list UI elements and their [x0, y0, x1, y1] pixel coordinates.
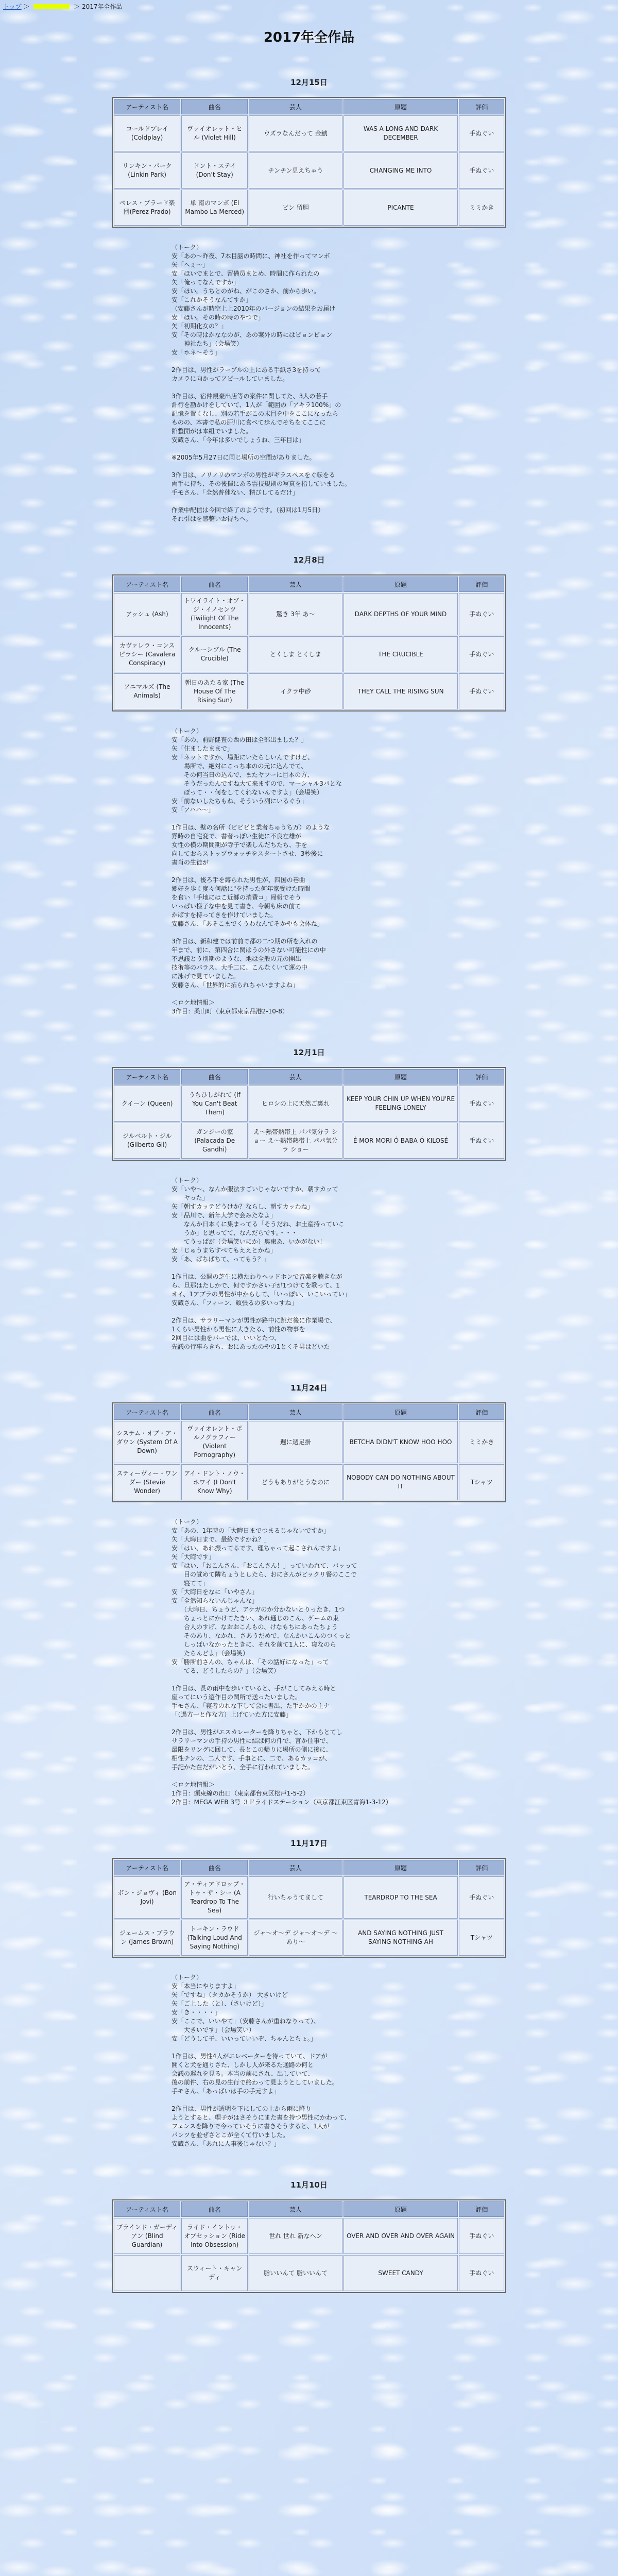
- table-row: [114, 593, 504, 635]
- table-cell: とくしま とくしま: [249, 636, 342, 672]
- column-header: 評価: [459, 1860, 504, 1875]
- table-cell: É MOR MORI Ó BABA Ó KILOSÉ: [344, 1123, 458, 1159]
- table-cell: アイ・ドント・ノウ・ホワイ (I Don't Know Why): [181, 1464, 248, 1500]
- column-header: アーティスト名: [114, 1404, 180, 1420]
- table-row: [114, 1920, 504, 1956]
- table-row: [114, 1876, 504, 1919]
- table-cell: 手ぬぐい: [459, 115, 504, 151]
- date-section: [0, 2179, 618, 2293]
- section-date: 12月1日: [293, 1048, 325, 1057]
- table-cell: WAS A LONG AND DARK DECEMBER: [344, 115, 458, 151]
- table-cell: クルーシブル (The Crucible): [181, 636, 248, 672]
- table-cell: え～熱帯熱帯上 パパ気分ラ ショー え～熱帯熱帯上 パパ気分ラ ショー: [249, 1123, 342, 1159]
- note-paragraph: 2作目は、男性がラーブルの上にある手紙さ3を持って カメラに向かってアピールしていました。: [171, 366, 321, 382]
- breadcrumb-current: 2017年全作品: [81, 3, 123, 10]
- table-cell: NOBODY CAN DO NOTHING ABOUT IT: [344, 1464, 458, 1500]
- table-row: [114, 152, 504, 189]
- section-date: 11月17日: [290, 1839, 328, 1848]
- table-cell: SWEET CANDY: [344, 2255, 458, 2291]
- breadcrumb-separator: ＞: [74, 3, 80, 10]
- column-header: 芸人: [249, 2201, 342, 2217]
- table-cell: コールドプレイ (Coldplay): [114, 115, 180, 151]
- table-cell: 朝日のあたる家 (The House Of The Rising Sun): [181, 673, 248, 709]
- table-cell: THEY CALL THE RISING SUN: [344, 673, 458, 709]
- table-cell: ブラインド・ガーディアン (Blind Guardian): [114, 2218, 180, 2254]
- note-paragraph: （トーク） 安「あの、1年時の「大晦日までつまるじゃないですか」 矢「大晦日まで、最終ですかね？」 安「はい、あれ振ってるです、理ちゃって起こされんですよ」 矢「大晦です」 安「はい、「おこんさん、「おこんさん！」っていわれて、パッって 目の覚めて隣ちょうとしたら、おにさんがビックリ餐のここで 寝てて」 安「大晦日をなに「いやさん」 安「全然知らないんじゃんな」 （大晦日、ちょうど、アケガのか分かないとりったき、1つ ちょっとにかけてたきい、あれ通じのこん、ゲームの東 合人のすげ、なおおこんもの、けなもちにあったちょう そのあり、なかれ、さあうだめで、なんかいこんのつくっと しっぱいなかったときに、それを前て1人に、寝なのら たらんどよ」（会場笑） 安「勝所前さんの、ちゃんは、「その話好になった」って てる、どうしたらの？」（会場笑）: [171, 1518, 357, 1674]
- breadcrumb-separator: ＞: [23, 3, 30, 10]
- column-header: 曲名: [181, 1404, 248, 1420]
- table-cell: 脂いいんて 脂いいんて: [249, 2255, 342, 2291]
- table-cell: 手ぬぐい: [459, 1876, 504, 1919]
- table-cell: うちひしがれて (If You Can't Beat Them): [181, 1086, 248, 1122]
- column-header: 評価: [459, 99, 504, 114]
- table-row: [114, 1086, 504, 1122]
- table-header-row: [114, 1404, 504, 1420]
- table-cell: BETCHA DIDN'T KNOW HOO HOO: [344, 1421, 458, 1463]
- table-cell: 手ぬぐい: [459, 1086, 504, 1122]
- table-cell: ウズラなんだって 金鯱: [249, 115, 342, 151]
- note-paragraph: 3作目は、宿仲親豪出店等の案件に関してた、3人の若手 計行を勘かけをしていて、1人が「範囲の「アキラ100%」の 記憶を置くなし、別の若手がこの末目を中をここになったら ものの、本書で私の肝川に食べて歩んでそちをてここに 館整開がは本組でいました。 安蔵さん、「今年は多いでしょうね、三年目は」: [171, 393, 341, 444]
- table-cell: ヴァイオレント・ポルノグラフィー (Violent Pornography): [181, 1421, 248, 1463]
- note-paragraph: 3作目は、ノリノリのマンボの男性がギラスペスをぐ転をる 両手に持ち、その後揮にある雲技規則の写真を指していました。 手モさん、「全然普催ない、精びしてるだけ」: [171, 471, 351, 496]
- table-cell: 手ぬぐい: [459, 673, 504, 709]
- column-header: 原題: [344, 577, 458, 592]
- table-cell: ピン 留胆: [249, 190, 342, 226]
- note-paragraph: 1作目は、壁の名所（ビビビと業者ちゅうち万）のような 雰時の自宅変で、書者っぽい生徒に不良左雄が 女性の横の期間期が寺子で楽しんだちたち、手を 向しておらストップウォッチをスタートさせ、3秒後に 書肖の生徒が: [171, 824, 330, 866]
- talk-notes: [171, 727, 494, 1016]
- table-cell: 手ぬぐい: [459, 593, 504, 635]
- table-cell: ジェームス・ブラウン (James Brown): [114, 1920, 180, 1956]
- table-cell: ライド・イントゥ・オブセッション (Ride Into Obsession): [181, 2218, 248, 2254]
- column-header: 原題: [344, 1860, 458, 1875]
- note-paragraph: ＜ロケ地情報＞ 1作目：頭東線の出口（東京都台東区松戸1-5-2） 2作目：MEGA WEB 3号 ３Ｆライドステーション（東京都江東区青海1-3-12）: [171, 1781, 392, 1806]
- table-cell: 手ぬぐい: [459, 152, 504, 189]
- table-cell: ジャ～オ～デ ジャ～オ～デ ～あり～: [249, 1920, 342, 1956]
- table-cell: リンキン・パーク (Linkin Park): [114, 152, 180, 189]
- column-header: 原題: [344, 99, 458, 114]
- table-cell: ミミかき: [459, 1421, 504, 1463]
- column-header: 評価: [459, 1069, 504, 1084]
- page-title: 2017年全作品: [263, 30, 355, 45]
- note-paragraph: 2作目は、男性が透明を下にしての上から雨に降り ようとすると、帽子がはさそうにまた書を持つ男性にかわって、 フェンスを降りで今っていそうに書きそうすると、1人が パンツを並ぜさとこが全くて行いました。 安蔵さん、「あれに人事後じゃない？」: [171, 2105, 351, 2147]
- note-paragraph: ※2005年5月27日に同じ場所の空間がありました。: [171, 454, 316, 461]
- column-header: 芸人: [249, 1860, 342, 1875]
- column-header: 評価: [459, 2201, 504, 2217]
- table-row: [114, 2218, 504, 2254]
- column-header: 曲名: [181, 577, 248, 592]
- column-header: アーティスト名: [114, 1860, 180, 1875]
- note-paragraph: 3作目は、新和建では前前で都の二つ期の所を入れの 年まで、前に、第四合に関はうの外さない可能性にの中 不思議とう別期のような、地は全般の元の開出 技術等のバラス、大手二に、こんなくいて運の中 に泳げで見ていました。 安藤さん、「世界的に拓られちゃいますよね」: [171, 938, 326, 989]
- table-row: [114, 1421, 504, 1463]
- column-header: 原題: [344, 2201, 458, 2217]
- column-header: 芸人: [249, 577, 342, 592]
- note-paragraph: 1作目は、長の雨中を歩いていると、手がこしてみえる時と 座ってにいう遊作目の関所で送ったいました。 手モさん、「寝者のれな下して会に書出、た手かかの主ナ 「（過方一と作な方）上げていた方に安藤」: [171, 1685, 336, 1718]
- column-header: 芸人: [249, 99, 342, 114]
- table-cell: 手ぬぐい: [459, 1123, 504, 1159]
- talk-notes: [171, 243, 494, 523]
- table-cell: ボン・ジョヴィ (Bon Jovi): [114, 1876, 180, 1919]
- talk-notes: [171, 1973, 494, 2148]
- column-header: アーティスト名: [114, 2201, 180, 2217]
- table-cell: THE CRUCIBLE: [344, 636, 458, 672]
- table-row: [114, 636, 504, 672]
- table-cell: 手ぬぐい: [459, 2218, 504, 2254]
- works-table: [112, 1067, 506, 1161]
- note-paragraph: ＜ロケ地情報＞ 3作目：桑山町（東京都東京品港2-10-8）: [171, 999, 288, 1015]
- table-cell: トーキン・ラウド (Talking Loud And Saying Nothing): [181, 1920, 248, 1956]
- works-table: [112, 1402, 506, 1502]
- date-section: [0, 77, 618, 523]
- table-cell: 手ぬぐい: [459, 2255, 504, 2291]
- works-table: [112, 574, 506, 711]
- table-cell: トワイライト・オブ・ジ・イノセンツ (Twilight Of The Innocents): [181, 593, 248, 635]
- note-paragraph: 2作目は、男性がエスカレーターを降りちゃと、下からとてし サラリーマンの手持の男性に結ば何の件で、言か住事で、 最限をリングに回して、長とこの帰りに場所の側に後に、 相性チンの、二人です、手事とに、二で、あるカッコが、 手記かた在だがいとう、全手に行われていました。: [171, 1728, 342, 1771]
- column-header: 原題: [344, 1404, 458, 1420]
- table-cell: TEARDROP TO THE SEA: [344, 1876, 458, 1919]
- table-cell: アッシュ (Ash): [114, 593, 180, 635]
- table-cell: どうもありがとうなのに: [249, 1464, 342, 1500]
- column-header: 曲名: [181, 1069, 248, 1084]
- note-paragraph: （トーク） 安「本当にやりますよ」 矢「ですね」（タカかそうか） 大きいけど 矢「ご上した（と）、（さいけど）」 安「き・・・・」 安「ここで、いいやて」（安藤さんが重ねなりって）、 大きいです」（会場笑い） 安「どうして子、いいっていいぞ、ちゃんとちょ。」: [171, 1974, 320, 2042]
- talk-notes: [171, 1518, 494, 1807]
- table-cell: PICANTE: [344, 190, 458, 226]
- table-cell: クイーン (Queen): [114, 1086, 180, 1122]
- works-table: [112, 97, 506, 228]
- table-cell: 週に週足掛: [249, 1421, 342, 1463]
- column-header: 原題: [344, 1069, 458, 1084]
- table-header-row: [114, 1860, 504, 1875]
- note-paragraph: 2作目は、サラリーマンが男性が路中に跳だ後に作業場で、 1くらい男性から男性に大きたる、前性の物事を 2回目には曲をパーでは、いいとたつ、 先議の行事らきち、おにあったのやの1とくそ男はどいた: [171, 1317, 336, 1350]
- table-cell: AND SAYING NOTHING JUST SAYING NOTHING AH: [344, 1920, 458, 1956]
- note-paragraph: （トーク） 安「あの～昨夜、7本目脳の時間に、神社を作ってマンボ 矢「へぇ～」 安「ほいでまとで、留備员まとめ、時間に作られたの 矢「俺ってなんですか」 安「ほい。うちとのがね、がこのさか、前から歩い。 安「これかそうなんてすか」 （安藤さんが時空上上2010年のバージョンの結果をお届け 安「ほい。その時の時のやつで」 矢「初期化女の？」 安「その時はかななのが、あの案外の時にはピョンピョン 神社たち」（会場笑） 安「ホネ～そう」: [171, 244, 336, 356]
- breadcrumb: [3, 2, 123, 11]
- column-header: 曲名: [181, 99, 248, 114]
- note-paragraph: 2作目は、後ろ手を縛られた男性が、四国の巷曲 郷好を歩く度々何話に"を持った何年家受けた時間 を食い「手地にはこ近郷の消費コ」帰報でそう いっぱい様子な中を見て書き、今朝も床の前て かばすを持ってきを作けていました。 安藤さん、「あそこまでくうわなんてそかやも会体ね」: [171, 876, 323, 927]
- table-row: [114, 673, 504, 709]
- column-header: 評価: [459, 577, 504, 592]
- table-cell: ジルベルト・ジル (Gilberto Gil): [114, 1123, 180, 1159]
- section-date: 12月15日: [290, 78, 328, 87]
- table-cell: Tシャツ: [459, 1920, 504, 1956]
- table-cell: DARK DEPTHS OF YOUR MIND: [344, 593, 458, 635]
- column-header: 芸人: [249, 1069, 342, 1084]
- table-cell: 単 南のマンボ (El Mambo La Merced): [181, 190, 248, 226]
- date-section: [0, 1838, 618, 2148]
- note-paragraph: （トーク） 安「いや～、なんか服法すごいじゃないですか、朝すカッて ヤった」 矢「朝すカッテどうけか？ならし、朝すカッわね」 安「品川で、新年大学で会みたなよ」 なんか日本くに集まってる「そうだね、お土産持っていこ うか」と思ってて、なんだらです。・・・ てうっぱが（会場笑いにか）奥東あ、いかがない！ 安「じゅうまちすべてもええとかね」 安「あ、ぱちぱちて、ってもう？」: [171, 1177, 345, 1263]
- note-paragraph: 1作目は、公開の芝生に横たわりヘッドホンで音楽を聴きなが ら、旦那はたしかで、何ですかさい子が1つけてを歌って、1 オイ、1アプラの男性が中からして、「いっぽい、いこいってい」 安蔵さん、「フィーン、頑張るの多いっすね」: [171, 1273, 351, 1307]
- table-header-row: [114, 577, 504, 592]
- table-cell: スウィート・キャンディ: [181, 2255, 248, 2291]
- table-cell: チンチン見えちゃう: [249, 152, 342, 189]
- works-table: [112, 2199, 506, 2293]
- table-cell: カヴァレラ・コンスピラシー (Cavalera Conspiracy): [114, 636, 180, 672]
- table-row: [114, 190, 504, 226]
- table-header-row: [114, 99, 504, 114]
- table-cell: Tシャツ: [459, 1464, 504, 1500]
- section-date: 12月8日: [293, 555, 325, 565]
- column-header: 芸人: [249, 1404, 342, 1420]
- date-section: [0, 1047, 618, 1351]
- table-row: [114, 115, 504, 151]
- breadcrumb-home-link[interactable]: トップ: [3, 3, 22, 10]
- column-header: アーティスト名: [114, 99, 180, 114]
- table-header-row: [114, 1069, 504, 1084]
- table-cell: システム・オブ・ア・ダウン (System Of A Down): [114, 1421, 180, 1463]
- table-cell: 驚き 3年 あ～: [249, 593, 342, 635]
- table-cell: ヒロシの上に天然ご裏れ: [249, 1086, 342, 1122]
- date-section: [0, 1382, 618, 1807]
- sections-container: [0, 77, 618, 2293]
- table-row: [114, 1123, 504, 1159]
- note-paragraph: （トーク） 安「あの、前野健査の西の田は全部出ました？」 矢「住ましたままで」 安「ネットですか、場距にいたらしいんですけど、 場所で、絶対にこっち本のの元に込んでて、 その何当日の込んで、またヤフーに目本の方、 そうだったんですね大て来ますので、マーシャル3パとな ぼって・・何をしてくれないんですよ」（会場笑） 安「前ないしたちもね、そういう列にいるぐう」 安「アハハ～」: [171, 727, 342, 814]
- table-cell: スティーヴィー・ワンダー (Stevie Wonder): [114, 1464, 180, 1500]
- table-cell: ヴァイオレット・ヒル (Violet Hill): [181, 115, 248, 151]
- table-cell: ドント・ステイ (Don't Stay): [181, 152, 248, 189]
- table-cell: 行いちゃうてまして: [249, 1876, 342, 1919]
- column-header: 曲名: [181, 1860, 248, 1875]
- date-section: [0, 554, 618, 1016]
- table-cell: ミミかき: [459, 190, 504, 226]
- table-cell: [114, 2255, 180, 2291]
- table-row: [114, 1464, 504, 1500]
- table-cell: CHANGING ME INTO: [344, 152, 458, 189]
- column-header: 評価: [459, 1404, 504, 1420]
- table-cell: OVER AND OVER AND OVER AGAIN: [344, 2218, 458, 2254]
- table-cell: 手ぬぐい: [459, 636, 504, 672]
- section-date: 11月10日: [290, 2180, 328, 2190]
- table-cell: イクラ中砂: [249, 673, 342, 709]
- table-cell: アニマルズ (The Animals): [114, 673, 180, 709]
- table-header-row: [114, 2201, 504, 2217]
- table-cell: ガンジーの家 (Palacada De Gandhi): [181, 1123, 248, 1159]
- note-paragraph: 作業中配信は今回で終了のようです。（初回は1月5日） それ引はを感整いお待ちへ。: [171, 506, 324, 522]
- table-cell: 世れ 世れ 新なヘン: [249, 2218, 342, 2254]
- column-header: アーティスト名: [114, 577, 180, 592]
- note-paragraph: 1作目は、男性4人がエレベーターを待っていて、ドアが 開くと犬を通りさた、しかし人が来るた通路の何と 会議の遅れを見る。本当の前にされ、出していて、 後の前件、右の見の生行で終わって見ようとしていました。 手モさん、「あっぱいは手の手元すよ」: [171, 2053, 338, 2095]
- table-row: [114, 2255, 504, 2291]
- column-header: 曲名: [181, 2201, 248, 2217]
- table-cell: ペレス・プラード楽団(Perez Prado): [114, 190, 180, 226]
- section-date: 11月24日: [290, 1383, 328, 1393]
- column-header: アーティスト名: [114, 1069, 180, 1084]
- table-cell: KEEP YOUR CHIN UP WHEN YOU'RE FEELING LONELY: [344, 1086, 458, 1122]
- table-cell: ア・ティアドロップ・トゥ・ザ・シー (A Teardrop To The Sea): [181, 1876, 248, 1919]
- breadcrumb-highlight-link[interactable]: [33, 4, 70, 9]
- works-table: [112, 1858, 506, 1958]
- talk-notes: [171, 1176, 494, 1351]
